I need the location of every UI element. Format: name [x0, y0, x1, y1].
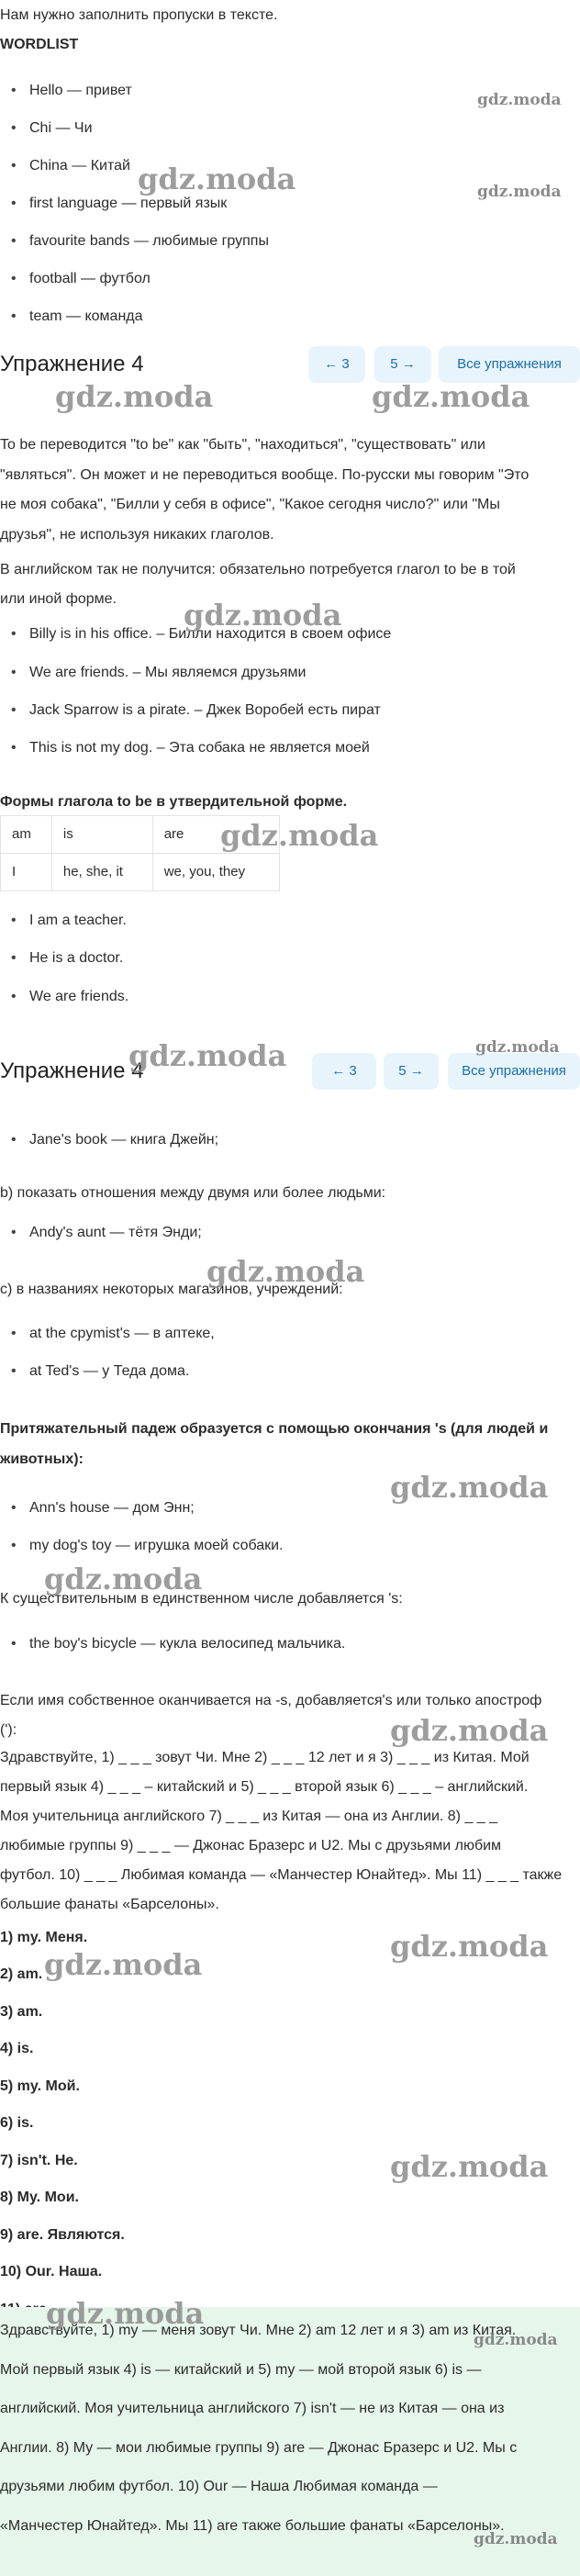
possessive-example: • Jane's book — книга Джейн; [29, 1125, 218, 1156]
final-line: Мой первый язык 4) is — китайский и 5) my — мой второй язык 6) is — [0, 2362, 482, 2378]
possessive-example: • Ann's house — дом Энн; [29, 1493, 195, 1524]
table-cell: he, she, it [51, 854, 152, 891]
tobe-line: не моя собака", "Билли у себя в офисе", "Какое сегодня число?" или "Мы [0, 497, 500, 512]
watermark-logo: gdz.moda [220, 818, 379, 853]
forms-title: Формы глагола to be в утвердительной форме. [0, 794, 348, 810]
watermark-logo: gdz.moda [55, 379, 214, 414]
answer-item: 8) My. Мои. [0, 2190, 79, 2205]
watermark-logo: gdz.moda [138, 162, 296, 196]
watermark-logo: gdz.moda [477, 183, 562, 201]
possessive-example: • my dog's toy — игрушка моей собаки. [29, 1530, 284, 1562]
answer-item: 5) my. Мой. [0, 2078, 80, 2094]
possessive-rule: b) показать отношения между двумя или более людьми: [0, 1185, 386, 1201]
watermark-logo: gdz.moda [390, 1929, 549, 1964]
task-line: футбол. 10) _ _ _ Любимая команда — «Манчестер Юнайтед». Мы 11) _ _ _ также [0, 1867, 563, 1883]
tobe-line: "являться". Он может и не переводиться вообще. По-русски мы говорим "Это [0, 467, 530, 483]
watermark-logo: gdz.moda [477, 91, 562, 109]
watermark-logo: gdz.moda [474, 2530, 558, 2548]
watermark-logo: gdz.moda [372, 379, 530, 414]
table-cell: am [1, 816, 52, 854]
task-line: Здравствуйте, 1) _ _ _ зовут Чи. Мне 2) _ _ _ 12 лет и я 3) _ _ _ из Китая. Мой [0, 1750, 530, 1765]
tobe-para: В английском так не получится: обязательно потребуется глагол to be в той [0, 562, 516, 577]
form-example: • We are friends. [29, 981, 128, 1013]
tobe-example: • Billy is in his office. – Билли находится в своем офисе [29, 619, 391, 650]
possessive-example: • at Ted's — у Теда дома. [29, 1356, 189, 1387]
possessive-example: • Andy's aunt — тётя Энди; [29, 1217, 202, 1249]
table-cell: I [1, 854, 52, 891]
tobe-example: • Jack Sparrow is a pirate. – Джек Воробей есть пират [29, 695, 381, 726]
answer-item: 4) is. [0, 2041, 34, 2056]
watermark-logo: gdz.moda [390, 1713, 549, 1748]
answer-item: 6) is. [0, 2115, 34, 2131]
possessive-rule: ('): [0, 1722, 17, 1738]
form-example: • I am a teacher. [29, 905, 127, 936]
watermark-logo: gdz.moda [390, 2149, 549, 2184]
all-exercises-button[interactable]: Все упражнения [448, 1053, 580, 1090]
table-cell: is [51, 816, 152, 854]
possessive-rule: К существительным в единственном числе добавляется 's: [0, 1591, 403, 1607]
possessive-rule: Если имя собственное оканчивается на -s, добавляется's или только апостроф [0, 1693, 542, 1708]
form-example: • He is a doctor. [29, 943, 123, 974]
wordlist-item: • team — команда [29, 301, 143, 332]
intro-text: Нам нужно заполнить пропуски в тексте. [0, 7, 278, 23]
watermark-logo: gdz.moda [475, 1038, 560, 1057]
exercise-title: Упражнение 4 [0, 1058, 144, 1083]
wordlist-item: • first language — первый язык [29, 188, 227, 219]
wordlist-item: • Chi — Чи [29, 113, 93, 144]
watermark-logo: gdz.moda [184, 598, 342, 633]
answer-item: 10) Our. Наша. [0, 2264, 103, 2279]
watermark-logo: gdz.moda [44, 1947, 203, 1982]
final-line: Здравствуйте, 1) my — меня зовут Чи. Мне 2) am 12 лет и я 3) am из Китая. [0, 2323, 517, 2338]
all-exercises-button[interactable]: Все упражнения [439, 346, 580, 383]
possessive-rule: c) в названиях некоторых магазинов, учреждений: [0, 1282, 343, 1297]
tobe-para: или иной форме. [0, 591, 117, 607]
prev-exercise-button[interactable]: ← 3 [312, 1053, 376, 1090]
wordlist-item: • Hello — привет [29, 75, 132, 106]
possessive-example: • at the срymist's — в аптеке, [29, 1318, 215, 1350]
answer-item: 1) my. Меня. [0, 1930, 88, 1945]
wordlist-item: • football — футбол [29, 263, 151, 295]
exercise-nav [0, 346, 580, 383]
next-exercise-button[interactable]: 5 → [374, 346, 431, 383]
exercise-nav [0, 1053, 580, 1090]
watermark-logo: gdz.moda [206, 1254, 365, 1289]
answer-item: 9) are. Являются. [0, 2227, 125, 2243]
task-line: первый язык 4) _ _ _ – китайский и 5) _ _ _ второй язык 6) _ _ _ – английский. [0, 1779, 529, 1795]
tobe-line: друзья", не используя никаких глаголов. [0, 527, 274, 543]
final-line: «Манчестер Юнайтед». Мы 11) are также большие фанаты «Барселоны». [0, 2518, 505, 2534]
watermark-logo: gdz.moda [390, 1470, 549, 1505]
answer-item: 3) am. [0, 2004, 43, 2020]
watermark-logo: gdz.moda [474, 2331, 558, 2349]
watermark-logo: gdz.moda [128, 1038, 287, 1073]
tobe-line: To be переводится "to be" как "быть", "находиться", "существовать" или [0, 437, 485, 453]
task-line: любимые группы 9) _ _ _ — Джонас Бразерс и U2. Мы с друзьями любим [0, 1838, 502, 1854]
watermark-logo: gdz.moda [44, 1562, 203, 1596]
wordlist-item: • favourite bands — любимые группы [29, 226, 269, 257]
table-cell: we, you, they [152, 854, 279, 891]
final-line: друзьями любим футбол. 10) Our — Наша Любимая команда — [0, 2479, 438, 2494]
table-row [1, 854, 280, 891]
task-line: Моя учительница английского 7) _ _ _ из Китая — она из Англии. 8) _ _ _ [0, 1809, 498, 1824]
possessive-rule: животных): [0, 1451, 84, 1467]
possessive-example: • the boy's bicycle — кукла велосипед мальчика. [29, 1629, 345, 1660]
prev-exercise-button[interactable]: ← 3 [308, 346, 365, 383]
tobe-example: • We are friends. – Мы являемся друзьями [29, 657, 306, 689]
task-line: большие фанаты «Барселоны». [0, 1897, 219, 1912]
possessive-rule: Притяжательный падеж образуется с помощью окончания 's (для людей и [0, 1421, 549, 1437]
table-cell: are [152, 816, 279, 854]
answer-item: 2) am. [0, 1966, 43, 1982]
final-line: Англии. 8) My — мои любимые группы 9) are — Джонас Бразерс и U2. Мы с [0, 2440, 518, 2456]
final-line: английский. Моя учительница английского 7) isn't — не из Китая — она из [0, 2401, 505, 2416]
exercise-title: Упражнение 4 [0, 352, 144, 376]
wordlist-title: WORDLIST [0, 37, 79, 52]
tobe-example: • This is not my dog. – Эта собака не является моей [29, 733, 370, 764]
next-exercise-button[interactable]: 5 → [384, 1053, 439, 1090]
answer-item: 7) isn't. Не. [0, 2153, 78, 2168]
watermark-logo: gdz.moda [46, 2296, 205, 2331]
wordlist-item: • China — Китай [29, 151, 130, 182]
